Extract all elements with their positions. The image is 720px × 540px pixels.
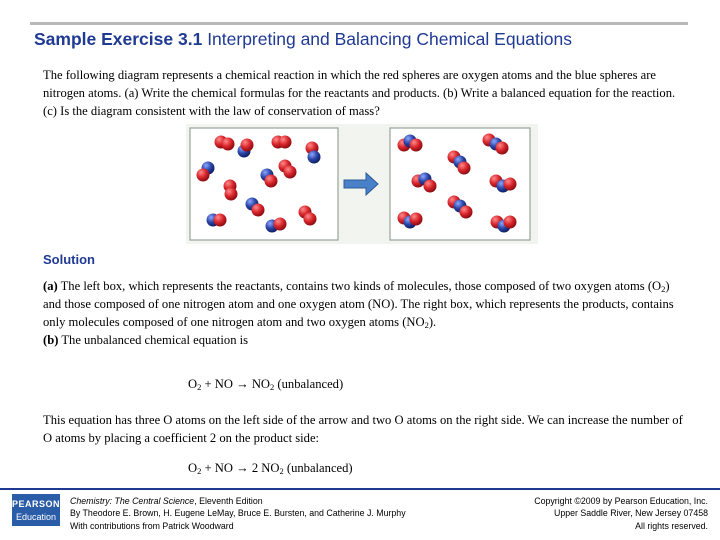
eq-term: + NO → 2 NO	[201, 461, 280, 475]
equation-unbalanced-2	[188, 461, 353, 476]
exercise-statement: The following diagram represents a chemical reaction in which the red spheres are oxygen atoms and the blue spheres are nitrogen atoms. (a) Write the chemical formulas for the reactants and products. (b) Write a balanced equation for the reaction. (c) Is the diagram consistent with the law of conservation of mass?	[43, 68, 676, 118]
molecule-no	[207, 214, 227, 227]
eq-note: (unbalanced)	[274, 377, 344, 391]
header-rule	[30, 22, 688, 25]
solution-heading: Solution	[43, 252, 95, 267]
eq-note: (unbalanced)	[283, 461, 353, 475]
page-title	[34, 29, 572, 50]
subscript: 2	[270, 382, 275, 392]
eq-term: + NO → NO	[201, 377, 271, 391]
subscript: 2	[197, 466, 202, 476]
copyright-line: Copyright ©2009 by Pearson Education, Inc.	[534, 496, 708, 506]
copyright-notice	[534, 495, 708, 532]
book-edition: , Eleventh Edition	[194, 496, 263, 506]
logo-text: PEARSON	[12, 499, 61, 509]
part-b-text: The unbalanced chemical equation is	[61, 333, 249, 347]
pearson-logo	[12, 494, 60, 526]
subscript: 2	[424, 320, 429, 330]
reaction-diagram	[186, 124, 538, 244]
subscript: 2	[279, 466, 284, 476]
title-exercise-number: Sample Exercise 3.1	[34, 29, 203, 49]
title-topic: Interpreting and Balancing Chemical Equations	[207, 29, 572, 49]
part-a-label: (a)	[43, 279, 58, 293]
eq-term: O	[188, 377, 198, 391]
logo-subtext: Education	[15, 512, 57, 522]
eq-term: O	[188, 461, 198, 475]
footer-rule	[0, 488, 720, 490]
subscript: 2	[197, 382, 202, 392]
book-citation	[70, 495, 406, 532]
book-authors: By Theodore E. Brown, H. Eugene LeMay, Bruce E. Bursten, and Catherine J. Murphy	[70, 508, 406, 519]
part-a-text-2: ) and those composed of one nitrogen atom and one oxygen atom (NO). The right box, which represents the products, contains only molecules composed of one nitrogen atom and two oxygen atoms (NO	[43, 279, 674, 329]
rights-line: All rights reserved.	[635, 520, 708, 531]
molecule-o2	[224, 180, 238, 201]
reaction-arrow	[344, 173, 378, 195]
part-a-text-1: The left box, which represents the reactants, contains two kinds of molecules, those composed of two oxygen atoms (O	[60, 279, 662, 293]
book-title: Chemistry: The Central Science	[70, 496, 195, 506]
publisher-address: Upper Saddle River, New Jersey 07458	[553, 508, 708, 519]
part-b-label: (b)	[43, 333, 59, 347]
molecule-o2	[272, 136, 292, 149]
equation-unbalanced-1	[188, 377, 343, 392]
part-a-text-3: ).	[428, 315, 437, 329]
explanation-paragraph: This equation has three O atoms on the left side of the arrow and two O atoms on the right side. We can increase the number of O atoms by placing a coefficient 2 on the product side:	[43, 413, 683, 445]
subscript: 2	[661, 284, 666, 294]
book-contributors: With contributions from Patrick Woodward	[70, 520, 234, 531]
solution-body	[43, 277, 683, 349]
